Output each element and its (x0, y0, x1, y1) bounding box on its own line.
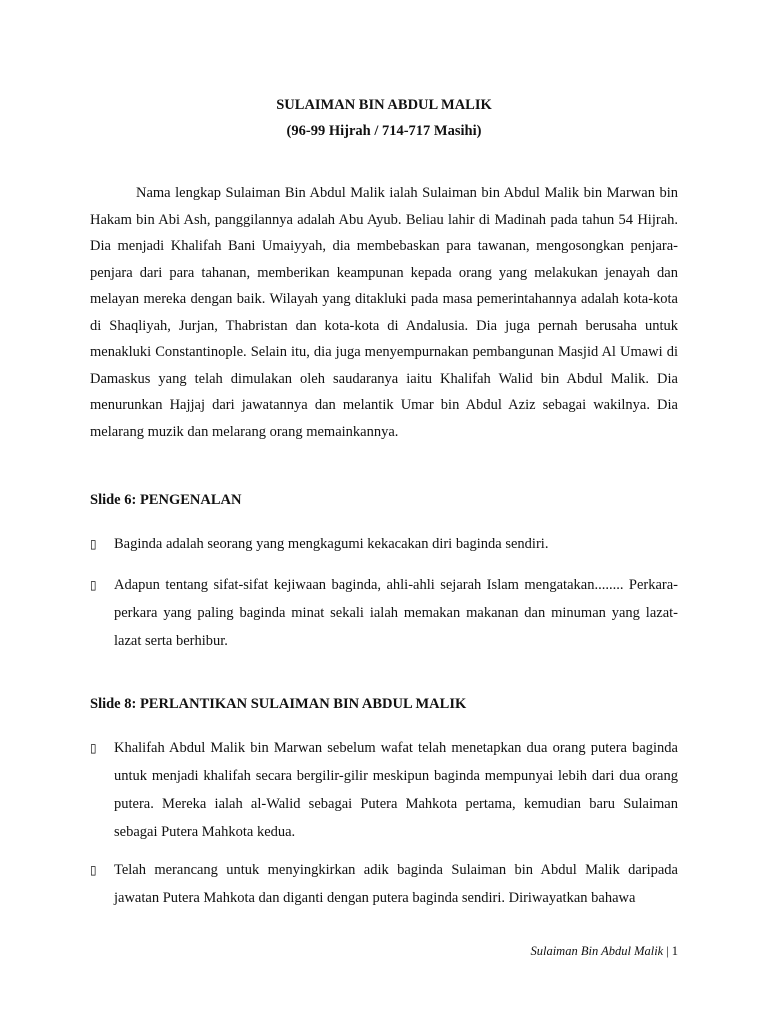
document-title: SULAIMAN BIN ABDUL MALIK (276, 97, 492, 113)
bullet-icon: ▯ (90, 537, 97, 551)
bullet-icon: ▯ (90, 863, 97, 877)
title-block (0, 92, 768, 144)
list-item-text: Baginda adalah seorang yang mengkagumi kekacakan diri baginda sendiri. (114, 536, 549, 552)
bullet-icon: ▯ (90, 578, 97, 592)
list-item (90, 856, 678, 912)
footer-separator: | (666, 944, 669, 958)
intro-paragraph: Nama lengkap Sulaiman Bin Abdul Malik ialah Sulaiman bin Abdul Malik bin Marwan bin Hakam bin Abi Ash, panggilannya adalah Abu Ayub. Beliau lahir di Madinah pada tahun 54 Hijrah. Dia menjadi Khalifah Bani Umaiyyah, dia membebaskan para tawanan, mengosongkan penjara-penjara dari para tahanan, memberikan keampunan kepada orang yang melakukan jenayah dan melayan mereka dengan baik. Wilayah yang ditakluki pada masa pemerintahannya adalah kota-kota di Shaqliyah, Jurjan, Thabristan dan kota-kota di Andalusia. Dia juga pernah berusaha untuk menakluki Constantinople. Selain itu, dia juga menyempurnakan pembangunan Masjid Al Umawi di Damaskus yang telah dimulakan oleh saudaranya iaitu Khalifah Walid bin Abdul Malik. Dia menurunkan Hajjaj dari jawatannya dan melantik Umar bin Abdul Aziz sebagai wakilnya. Dia melarang muzik dan melarang orang memainkannya. (90, 185, 678, 440)
page-footer (530, 944, 678, 959)
page-number: 1 (671, 944, 678, 958)
running-title: Sulaiman Bin Abdul Malik (530, 944, 664, 958)
section-heading-pengenalan: Slide 6: PENGENALAN (90, 492, 242, 508)
section-heading-perlantikan: Slide 8: PERLANTIKAN SULAIMAN BIN ABDUL MALIK (90, 696, 467, 712)
list-item-text: Adapun tentang sifat-sifat kejiwaan baginda, ahli-ahli sejarah Islam mengatakan........ Perkara-perkara yang paling baginda minat sekali ialah memakan makanan dan minuman yang lazat-lazat serta berhibur. (114, 577, 678, 649)
list-item-text: Khalifah Abdul Malik bin Marwan sebelum wafat telah menetapkan dua orang putera baginda untuk menjadi khalifah secara bergilir-gilir meskipun baginda mempunyai lebih dari dua orang putera. Mereka ialah al-Walid sebagai Putera Mahkota pertama, kemudian baru Sulaiman sebagai Putera Mahkota kedua. (114, 740, 678, 840)
document-subtitle: (96-99 Hijrah / 714-717 Masihi) (286, 123, 482, 139)
list-item (90, 530, 678, 558)
list-item-text: Telah merancang untuk menyingkirkan adik baginda Sulaiman bin Abdul Malik daripada jawatan Putera Mahkota dan diganti dengan putera baginda sendiri. Diriwayatkan bahawa (114, 862, 678, 906)
bullet-icon: ▯ (90, 741, 97, 755)
list-item (90, 734, 678, 846)
list-item (90, 571, 678, 655)
